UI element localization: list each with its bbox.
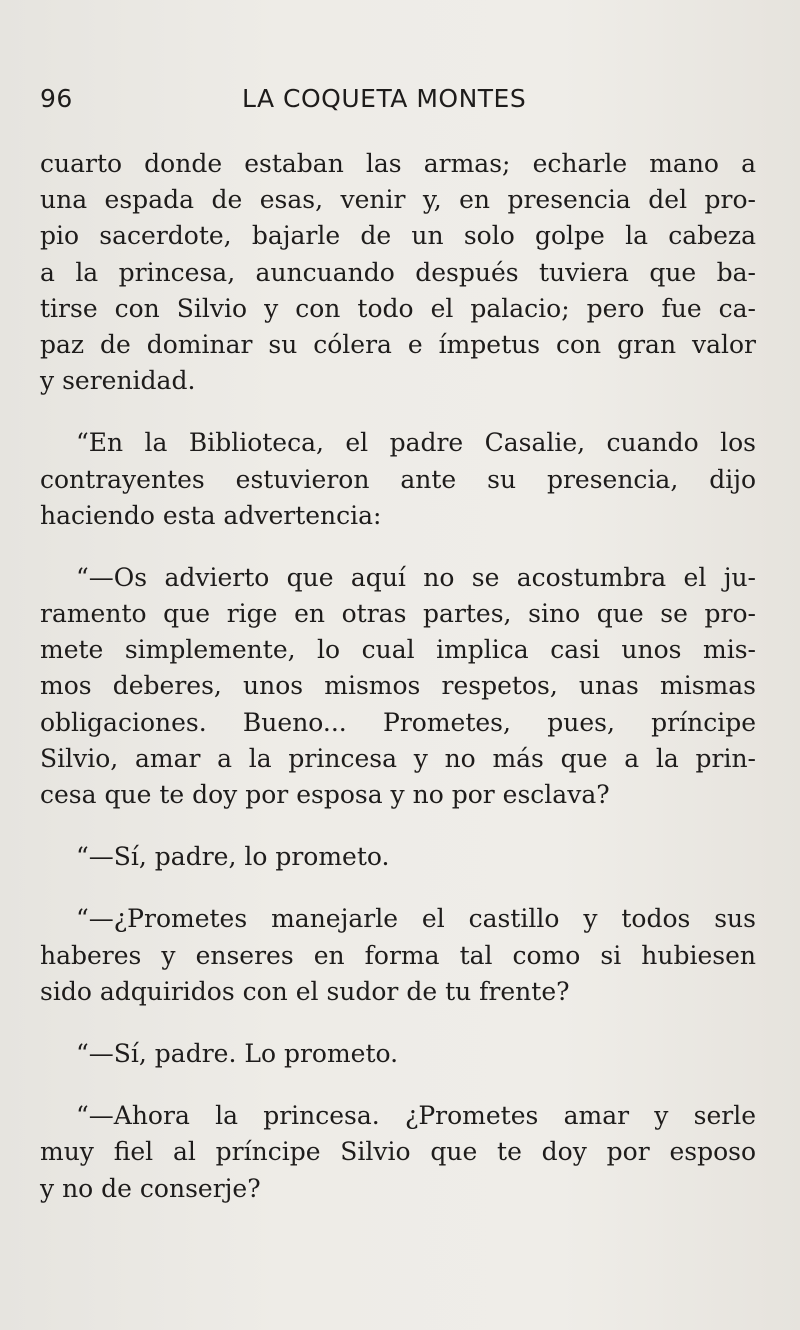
page-header	[40, 80, 760, 120]
text-line: a la princesa, auncuando después tuviera que ba-	[40, 257, 756, 287]
text-line: pio sacerdote, bajarle de un solo golpe la cabeza	[40, 221, 756, 251]
text-line: mos deberes, unos mismos respetos, unas mismas	[40, 671, 756, 701]
text-line: y no de conserje?	[40, 1173, 261, 1203]
text-line: mete simplemente, lo cual implica casi unos mis-	[40, 635, 756, 665]
text-line: cesa que te doy por esposa y no por esclava?	[40, 780, 610, 809]
text-line: “—Sí, padre. Lo prometo.	[76, 1038, 399, 1068]
text-line: “—Sí, padre, lo prometo.	[76, 842, 390, 872]
text-line: haberes y enseres en forma tal como si hubiesen	[40, 940, 756, 970]
text-line: obligaciones. Bueno... Prometes, pues, príncipe	[40, 707, 756, 737]
text-line: ramento que rige en otras partes, sino que se pro-	[40, 599, 756, 629]
paragraph	[40, 1098, 756, 1207]
running-title: LA COQUETA MONTES	[242, 84, 527, 113]
paragraph	[40, 560, 756, 813]
text-line: cuarto donde estaban las armas; echarle mano a	[40, 149, 756, 178]
body-text	[40, 146, 756, 1207]
text-line: sido adquiridos con el sudor de tu frente?	[40, 976, 570, 1006]
paragraph	[40, 425, 756, 534]
text-line: contrayentes estuvieron ante su presencia, dijo	[40, 464, 756, 494]
text-line: una espada de esas, venir y, en presencia del pro-	[40, 185, 756, 215]
paragraph	[40, 839, 756, 875]
paragraph	[40, 146, 756, 399]
paragraph	[40, 1036, 756, 1072]
page-number: 96	[40, 84, 73, 113]
text-line: “—¿Prometes manejarle el castillo y todos sus	[76, 904, 756, 934]
text-line: paz de dominar su cólera e ímpetus con gran valor	[40, 329, 756, 359]
text-line: “—Ahora la princesa. ¿Prometes amar y serle	[76, 1101, 756, 1131]
text-line: “—Os advierto que aquí no se acostumbra el ju-	[76, 562, 756, 592]
text-line: “En la Biblioteca, el padre Casalie, cuando los	[76, 428, 756, 458]
text-line: Silvio, amar a la princesa y no más que a la prin-	[40, 743, 756, 773]
paragraph	[40, 901, 756, 1010]
text-line: muy fiel al príncipe Silvio que te doy por esposo	[40, 1137, 756, 1167]
text-line: haciendo esta advertencia:	[40, 500, 382, 530]
text-line: y serenidad.	[40, 366, 196, 396]
text-line: tirse con Silvio y con todo el palacio; pero fue ca-	[40, 293, 756, 323]
